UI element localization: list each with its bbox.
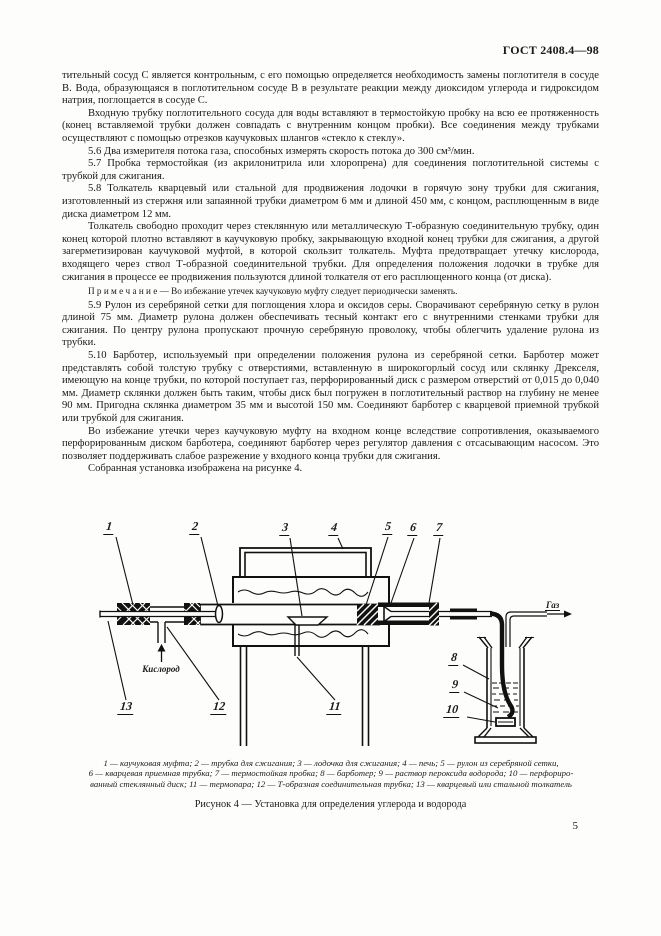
figure-legend [68, 758, 594, 789]
figure-label-7: 7 [433, 521, 445, 536]
oxygen-label: Кислород [142, 664, 180, 674]
figure-label-4: 4 [328, 521, 340, 536]
gas-exit-line [439, 609, 572, 718]
bubbler-inlet-tube [490, 614, 512, 718]
furnace-legs [241, 646, 369, 746]
legend-line: ванный стеклянный диск; 11 — термопара; 12 — Т-образная соединительная трубка; 13 — кварцевый или стальной толкатель [90, 778, 572, 789]
note-paragraph: П р и м е ч а н и е — Во избежание утечек каучуковую муфту следует периодически заменять. [88, 286, 458, 297]
silver-mesh-roll [357, 604, 378, 625]
thermostable-plug [429, 603, 439, 626]
pusher-disc [216, 606, 223, 623]
figure-label-12: 12 [210, 700, 228, 715]
figure-label-11: 11 [326, 700, 343, 715]
paragraph: Собранная установка изображена на рисунке 4. [88, 463, 303, 475]
figure-label-6: 6 [407, 521, 419, 536]
figure-label-9: 9 [449, 678, 461, 693]
figure-label-13: 13 [117, 700, 135, 715]
standard-number: ГОСТ 2408.4—98 [502, 43, 599, 57]
bubbler-outlet-tube [506, 612, 547, 647]
figure-label-2: 2 [189, 520, 201, 535]
figure-label-1: 1 [103, 520, 115, 535]
page-number: 5 [572, 820, 578, 832]
figure-label-3: 3 [279, 521, 291, 536]
paragraph: Толкатель свободно проходит через стеклянную или металлическую Т-образную соединительную трубку, один конец которой плотно вставляют в каучуковую пробку, закрывающую входной конец трубки для сжигания, а другой загерметизирован каучуковой муфтой, в которой скользит толкатель. Муфта предотвращает утечку кислорода, входящего через ствол Т-образной соединительной трубки. Для определения положения лодочки в трубке для сжигания в процессе ее продвижения пользуются длиной толкателя от его расплющенного конца (от диска). [62, 221, 599, 283]
oxygen-arrow [158, 644, 166, 662]
coupling-sleeve [450, 609, 477, 613]
figure-label-8: 8 [448, 651, 460, 666]
paragraph: 5.6 Два измерителя потока газа, способных измерять скорость потока до 300 см³/мин. [88, 145, 475, 157]
legend-line: 1 — каучуковая муфта; 2 — трубка для сжигания; 3 — лодочка для сжигания; 4 — печь; 5 — рулон из серебряной сетки, [103, 758, 559, 768]
figure-4-apparatus-diagram [0, 515, 661, 755]
legend-line: 6 — кварцевая приемная трубка; 7 — термостойкая пробка; 8 — барботер; 9 — раствор пероксида водорода; 10 — перфориро- [88, 768, 574, 779]
paragraph: тительный сосуд C является контрольным, с его помощью определяется необходимость замены поглотителя в сосуде B. Вода, образующаяся в поглотительном сосуде B в результате реакции между диоксидом углерода и гидроксидом натрия, поглощается в сосуде C. [62, 70, 599, 107]
paragraph: 5.8 Толкатель кварцевый или стальной для продвижения лодочки в горячую зону трубки для сжигания, изготовленный из стержня или запаянной трубки диаметром 6 мм и длиной 450 мм, с концом, расплющенным в виде диска диаметром 12 мм. [62, 183, 599, 220]
paragraph: 5.10 Барботер, используемый при определении положения рулона из серебряной сетки. Барботер может представлять собой толстую трубку с отверстиями, вставленную в широкогорлый сосуд или склянку Дрекселя, имеющую на конце трубки, по которой поступает газ, перфорированный диск с размером отверстий от 0,015 до 0,040 мм. Диаметр склянки должен быть таким, чтобы диск был погружен в поглотительный раствор на глубину не менее 90 мм. Пригодна склянка диаметром 35 мм и высотой 150 мм. Соединяют барботер с кварцевой приемной трубкой или трубкой для сжигания. [62, 349, 599, 424]
gas-label: Газ [546, 600, 560, 610]
paragraph: Во избежание утечки через каучуковую муфту на входном конце вследствие сопротивления, оказываемого перфорированным диском барботера, соединяют барботер через регулятор давления с отсасывающим насосом. Это позволяет поддерживать слабое разрежение у входного конца трубки для сжигания. [62, 425, 599, 462]
furnace-lid [240, 548, 371, 577]
paragraph: 5.9 Рулон из серебряной сетки для поглощения хлора и оксидов серы. Сворачивают серебряную сетку в рулон длиной 75 мм. Диаметр рулона должен обеспечивать тесный контакт его с внутренними стенками трубки для сжигания. По центру рулона пропускают прочную серебряную проволоку, чтобы облегчить удаление рулона из трубки. [62, 299, 599, 349]
figure-label-10: 10 [443, 703, 461, 718]
body-text [62, 70, 599, 476]
figure-label-5: 5 [382, 520, 394, 535]
apparatus-drawing [0, 515, 661, 755]
paragraph: 5.7 Пробка термостойкая (из акрилонитрила или хлоропрена) для соединения поглотительной системы с трубкой для сжигания. [62, 158, 599, 182]
figure-caption: Рисунок 4 — Установка для определения углерода и водорода [194, 799, 467, 810]
paragraph: Входную трубку поглотительного сосуда для воды вставляют в термостойкую пробку на всю ее протяженность (конец вставляемой трубки должен совпадать с внутренним концом пробки). Все соединения между трубками осуществляют с помощью отрезков каучуковых шлангов «стекло к стеклу». [62, 107, 599, 144]
